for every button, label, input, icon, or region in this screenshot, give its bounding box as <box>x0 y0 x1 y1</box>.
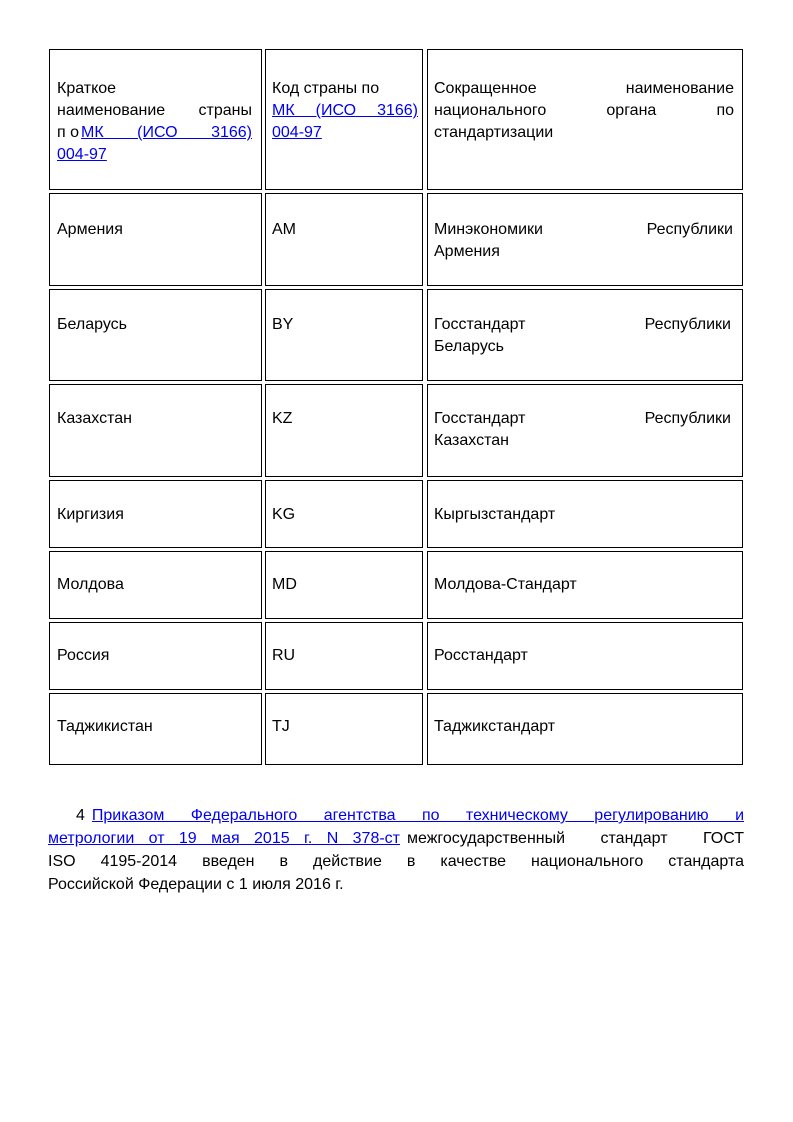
table-row-country <box>49 622 262 690</box>
header-cell-country-name <box>49 49 262 190</box>
header-code-line1: Код страны по <box>272 80 380 97</box>
header-body-line2c: по <box>716 102 734 119</box>
table-row-country <box>49 193 262 286</box>
table-row-body <box>427 193 743 286</box>
body-line2: Казахстан <box>434 432 509 449</box>
header-country-prefix: п о <box>57 124 80 141</box>
body-text: Таджикстандарт <box>434 718 556 735</box>
table-row-country <box>49 693 262 765</box>
body-line2: Беларусь <box>434 338 504 355</box>
table-row-code <box>265 551 423 619</box>
footnote-text-line4: Российской Федерации с 1 июля 2016 г. <box>48 876 344 893</box>
order-link-line2[interactable]: метрологии от 19 мая 2015 г. N 378-ст <box>48 830 400 847</box>
country-code: AM <box>272 221 296 238</box>
table-row-country <box>49 551 262 619</box>
table-row-code <box>265 193 423 286</box>
footnote-text-line3: ISO 4195-2014 введен в действие в качестве национального стандарта <box>48 853 744 870</box>
table-row-body <box>427 289 743 381</box>
table-row-body <box>427 384 743 477</box>
country-name: Россия <box>57 647 110 664</box>
header-code-iso-year-link[interactable]: 004-97 <box>272 124 322 141</box>
body-line1b: Республики <box>644 316 731 333</box>
header-body-line1a: Сокращенное <box>434 80 537 97</box>
header-cell-standards-body <box>427 49 743 190</box>
mk-iso-3166-link[interactable]: МК (ИСО 3166) <box>81 124 252 141</box>
body-line1b: Республики <box>644 410 731 427</box>
table-row-country <box>49 384 262 477</box>
table-row-body <box>427 693 743 765</box>
body-line2: Армения <box>434 243 500 260</box>
country-name: Таджикистан <box>57 718 153 735</box>
country-code: KZ <box>272 410 293 427</box>
header-code-iso-link[interactable]: МК (ИСО 3166) <box>272 102 418 119</box>
header-cell-country-code <box>265 49 423 190</box>
country-code: MD <box>272 576 297 593</box>
header-body-line2b: органа <box>606 102 657 119</box>
country-name: Армения <box>57 221 123 238</box>
standards-bodies-table <box>49 49 743 765</box>
header-body-line2a: национального <box>434 102 547 119</box>
header-country-line3 <box>57 122 252 144</box>
body-text: Росстандарт <box>434 647 528 664</box>
table-row-code <box>265 289 423 381</box>
country-code: KG <box>272 506 296 523</box>
table-row-code <box>265 480 423 548</box>
body-line1a: Госстандарт <box>434 410 526 427</box>
header-country-line1: Краткое <box>57 80 117 97</box>
table-row-body <box>427 480 743 548</box>
country-name: Молдова <box>57 576 124 593</box>
table-row-code <box>265 693 423 765</box>
country-name: Казахстан <box>57 410 132 427</box>
table-row-body <box>427 551 743 619</box>
country-name: Беларусь <box>57 316 127 333</box>
footnote-number: 4 <box>76 807 85 824</box>
footnote-paragraph <box>48 804 744 896</box>
table-row-body <box>427 622 743 690</box>
header-body-line1b: наименование <box>625 80 734 97</box>
footnote-text-line2: межгосударственный стандарт ГОСТ <box>407 830 744 847</box>
header-country-line2a: наименование <box>57 102 166 119</box>
footnote-line-1 <box>48 804 744 827</box>
body-line1b: Республики <box>646 221 733 238</box>
order-link-line1[interactable]: Приказом Федерального агентства по техническому регулированию и <box>91 807 744 824</box>
country-name: Киргизия <box>57 506 124 523</box>
footnote-line-2 <box>48 827 744 850</box>
body-line1a: Минэкономики <box>434 221 543 238</box>
table-row-code <box>265 384 423 477</box>
header-body-line3: стандартизации <box>434 124 554 141</box>
body-line1a: Госстандарт <box>434 316 526 333</box>
body-text: Кыргызстандарт <box>434 506 556 523</box>
country-code: BY <box>272 316 294 333</box>
table-row-code <box>265 622 423 690</box>
header-country-line2b: страны <box>198 102 252 119</box>
country-code: RU <box>272 647 296 664</box>
table-row-country <box>49 289 262 381</box>
mk-iso-3166-year-link[interactable]: 004-97 <box>57 146 107 163</box>
table-row-country <box>49 480 262 548</box>
country-code: TJ <box>272 718 290 735</box>
body-text: Молдова-Стандарт <box>434 576 577 593</box>
